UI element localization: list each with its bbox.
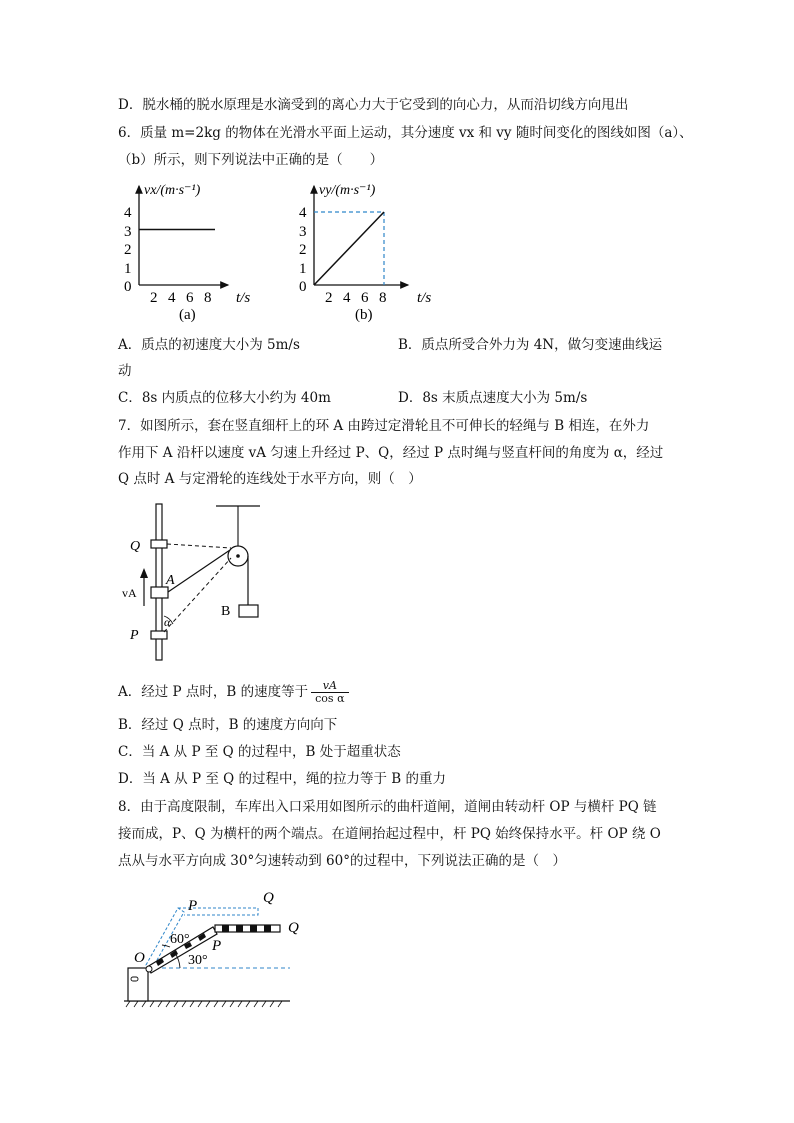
graph-a-xtick: 2 (150, 290, 158, 306)
graph-a-ytick: 3 (124, 224, 132, 240)
label-30-deg: 30° (188, 953, 208, 968)
graph-a-xlabel: t/s (236, 290, 251, 306)
graph-b-ytick: 3 (299, 224, 307, 240)
graph-b-ytick: 0 (299, 279, 307, 295)
graph-b-ytick: 1 (299, 261, 307, 277)
q7-option-d: D．当 A 从 P 至 Q 的过程中，绳的拉力等于 B 的重力 (118, 771, 446, 787)
q8-stem-line3: 点从与水平方向成 30°匀速转动到 60°的过程中，下列说法正确的是（ ） (118, 853, 566, 869)
q6-stem-line2: （b）所示，则下列说法中正确的是（ ） (118, 152, 384, 168)
graph-b-xtick: 4 (343, 290, 351, 306)
q6-graph-b (295, 178, 440, 323)
q7-option-b: B．经过 Q 点时，B 的速度方向向下 (118, 717, 338, 733)
label-q: Q (130, 539, 141, 554)
label-p: P (130, 628, 139, 643)
q6-graph-a (118, 178, 258, 323)
label-q-upper: Q (263, 890, 274, 906)
graph-a-xtick: 8 (204, 290, 212, 306)
ring-a (151, 587, 168, 598)
q7-figure (118, 498, 298, 668)
graph-b-xtick: 6 (361, 290, 369, 306)
q6-option-a: A．质点的初速度大小为 5m/s (118, 337, 300, 353)
q7-stem-line3: Q 点时 A 与定滑轮的连线处于水平方向，则（ ） (118, 471, 422, 487)
q6-option-d: D．8s 末质点速度大小为 5m/s (398, 390, 588, 406)
q6-option-b: B．质点所受合外力为 4N，做匀变速曲线运 (398, 337, 663, 353)
graph-b-xlabel: t/s (417, 290, 432, 306)
label-b: B (221, 604, 231, 619)
graph-a-ylabel: vx/(m·s⁻¹) (144, 183, 201, 198)
collar-q (151, 540, 167, 548)
fraction-denominator: cos α (315, 692, 345, 705)
q6-option-b-cont: 动 (118, 363, 132, 379)
label-va: vA (122, 586, 137, 600)
label-60-deg: 60° (170, 932, 190, 947)
q5-option-d: D．脱水桶的脱水原理是水滴受到的离心力大于它受到的向心力，从而沿切线方向甩出 (118, 97, 629, 113)
graph-b-ytick: 4 (299, 205, 307, 221)
label-p-lower: P (212, 938, 222, 954)
q8-figure (118, 875, 318, 1015)
graph-b-xtick: 8 (379, 290, 387, 306)
fraction-numerator: vA (311, 680, 348, 693)
graph-a-xtick: 4 (168, 290, 176, 306)
q7-option-a (118, 680, 349, 705)
label-q-lower: Q (288, 920, 299, 936)
block-b (239, 605, 258, 617)
gate-base (128, 968, 148, 1001)
label-o: O (134, 950, 145, 966)
graph-b-ytick: 2 (299, 242, 307, 258)
q6-option-c: C．8s 内质点的位移大小约为 40m (118, 390, 331, 406)
graph-a-ytick: 0 (124, 279, 132, 295)
label-a: A (166, 573, 175, 588)
q8-stem-line1: 8．由于高度限制，车库出入口采用如图所示的曲杆道闸，道闸由转动杆 OP 与横杆 PQ 链 (118, 799, 657, 815)
graph-b-ylabel: vy/(m·s⁻¹) (319, 183, 376, 198)
graph-a-ytick: 4 (124, 205, 132, 221)
label-alpha: α (164, 615, 171, 629)
graph-b-series-line (314, 212, 384, 285)
graph-a-ytick: 2 (124, 242, 132, 258)
q8-stem-line2: 接而成，P、Q 为横杆的两个端点。在道闸抬起过程中，杆 PQ 始终保持水平。杆 OP 绕 O (118, 826, 661, 842)
q7-stem-line1: 7．如图所示，套在竖直细杆上的环 A 由跨过定滑轮且不可伸长的轻绳与 B 相连，在外力 (118, 418, 650, 434)
collar-p (151, 631, 167, 639)
graph-b-caption: (b) (355, 307, 373, 323)
rope-a (168, 550, 230, 592)
graph-a-xtick: 6 (186, 290, 194, 306)
q7-stem-line2: 作用下 A 沿杆以速度 vA 匀速上升经过 P、Q，经过 P 点时绳与竖直杆间的角度为 α，经过 (118, 445, 664, 461)
graph-a-caption: (a) (179, 307, 196, 323)
q7-option-a-text: A．经过 P 点时，B 的速度等于 (118, 684, 309, 700)
q7-option-a-fraction (311, 680, 348, 705)
graph-b-xtick: 2 (325, 290, 333, 306)
label-p-upper: P (188, 898, 198, 914)
q6-stem-line1: 6．质量 m=2kg 的物体在光滑水平面上运动，其分速度 vx 和 vy 随时间变化的图线如图（a）、 (118, 125, 693, 141)
graph-a-ytick: 1 (124, 261, 132, 277)
q7-option-c: C．当 A 从 P 至 Q 的过程中，B 处于超重状态 (118, 744, 401, 760)
